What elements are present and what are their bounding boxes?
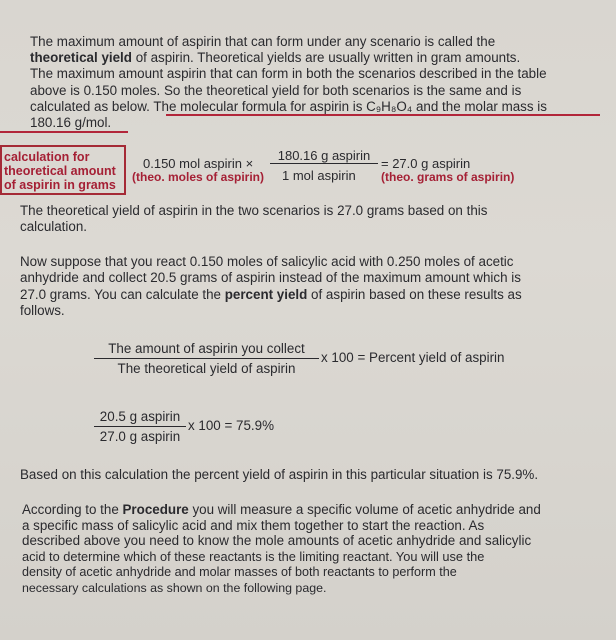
intro-line-2 — [30, 50, 605, 66]
p3-line-3 — [20, 287, 610, 303]
procedure-term: Procedure — [122, 502, 189, 517]
paragraph-2 — [20, 203, 610, 236]
p2-line-1: The theoretical yield of aspirin in the two scenarios is 27.0 grams based on this — [20, 203, 488, 218]
fraction-bar — [270, 163, 378, 164]
p5-line-6: necessary calculations as shown on the following page. — [22, 580, 327, 595]
p5-line-1 — [22, 502, 616, 518]
formula1-bar — [94, 358, 319, 359]
intro-line-3: The maximum amount aspirin that can form in both the scenarios described in the table — [30, 66, 547, 82]
calc-result: = 27.0 g aspirin — [381, 156, 471, 171]
p3-line-3a: 27.0 grams. You can calculate the — [20, 286, 225, 302]
fraction-denominator: 1 mol aspirin — [282, 168, 356, 183]
p2-line-2: calculation. — [20, 219, 87, 235]
intro-line-2-rest: of aspirin. Theoretical yields are usually written in gram amounts. — [131, 50, 521, 66]
intro-line-4: above is 0.150 moles. So the theoretical yield for both scenarios is the same and is — [30, 82, 522, 98]
intro-line-5a: calculated as below. — [30, 98, 154, 114]
p5-line-1b: you will measure a specific volume of acetic anhydride and — [188, 502, 541, 517]
calculation-label-box — [0, 145, 126, 195]
p5-line-2: a specific mass of salicylic acid and mix them together to start the reaction. As — [22, 517, 485, 533]
p3-line-1: Now suppose that you react 0.150 moles of salicylic acid with 0.250 moles of acetic — [20, 254, 514, 269]
formula1-numerator: The amount of aspirin you collect — [108, 341, 305, 356]
intro-line-1: The maximum amount of aspirin that can form under any scenario is called the — [30, 34, 496, 49]
molar-mass-fraction — [270, 148, 378, 164]
percent-yield-term: percent yield — [224, 286, 308, 302]
red-underline-molar-mass — [0, 131, 128, 133]
paragraph-3 — [20, 254, 610, 320]
theo-grams-label: (theo. grams of aspirin) — [381, 170, 515, 184]
formula2-denominator: 27.0 g aspirin — [99, 429, 181, 444]
formula2-bar — [94, 426, 186, 427]
calc-box-line-3: of aspirin in grams — [4, 178, 116, 192]
percent-yield-formula-fraction — [94, 341, 319, 376]
calc-box-line-1: calculation for — [4, 150, 90, 164]
red-underline-formula — [166, 114, 600, 116]
formula2-numerator: 20.5 g aspirin — [99, 409, 181, 424]
paragraph-4: Based on this calculation the percent yield of aspirin in this particular situation is 75.9%. — [20, 467, 539, 482]
p5-line-1a: According to the — [22, 502, 123, 517]
intro-paragraph — [30, 34, 605, 131]
fraction-numerator: 180.16 g aspirin — [277, 148, 371, 163]
theoretical-yield-term: theoretical yield — [30, 50, 132, 66]
formula1-denominator: The theoretical yield of aspirin — [117, 361, 296, 376]
p3-line-4: follows. — [20, 303, 65, 319]
percent-yield-calc-fraction — [94, 409, 186, 444]
p3-line-3b: of aspirin based on these results as — [307, 286, 522, 302]
formula2-result: x 100 = 75.9% — [188, 418, 274, 433]
p5-line-4: acid to determine which of these reactants is the limiting reactant. You will use the — [22, 549, 485, 565]
p3-line-2: anhydride and collect 20.5 grams of aspirin instead of the maximum amount which is — [20, 270, 521, 286]
p5-line-5: density of acetic anhydride and molar masses of both reactants to perform the — [22, 564, 457, 579]
theo-moles-label: (theo. moles of aspirin) — [132, 170, 265, 184]
molecular-formula-text: The molecular formula for aspirin is C₉H₈O₄ and the molar mass is — [153, 98, 547, 114]
calc-moles: 0.150 mol aspirin × — [143, 156, 254, 171]
p5-line-3: described above you need to know the mole amounts of acetic anhydride and salicylic — [22, 533, 532, 549]
intro-line-5 — [30, 99, 605, 115]
intro-line-6: 180.16 g/mol. — [30, 115, 112, 131]
paragraph-5 — [22, 502, 616, 596]
calc-box-line-2: theoretical amount — [4, 164, 116, 178]
formula1-multiplier: x 100 = Percent yield of aspirin — [321, 350, 505, 365]
